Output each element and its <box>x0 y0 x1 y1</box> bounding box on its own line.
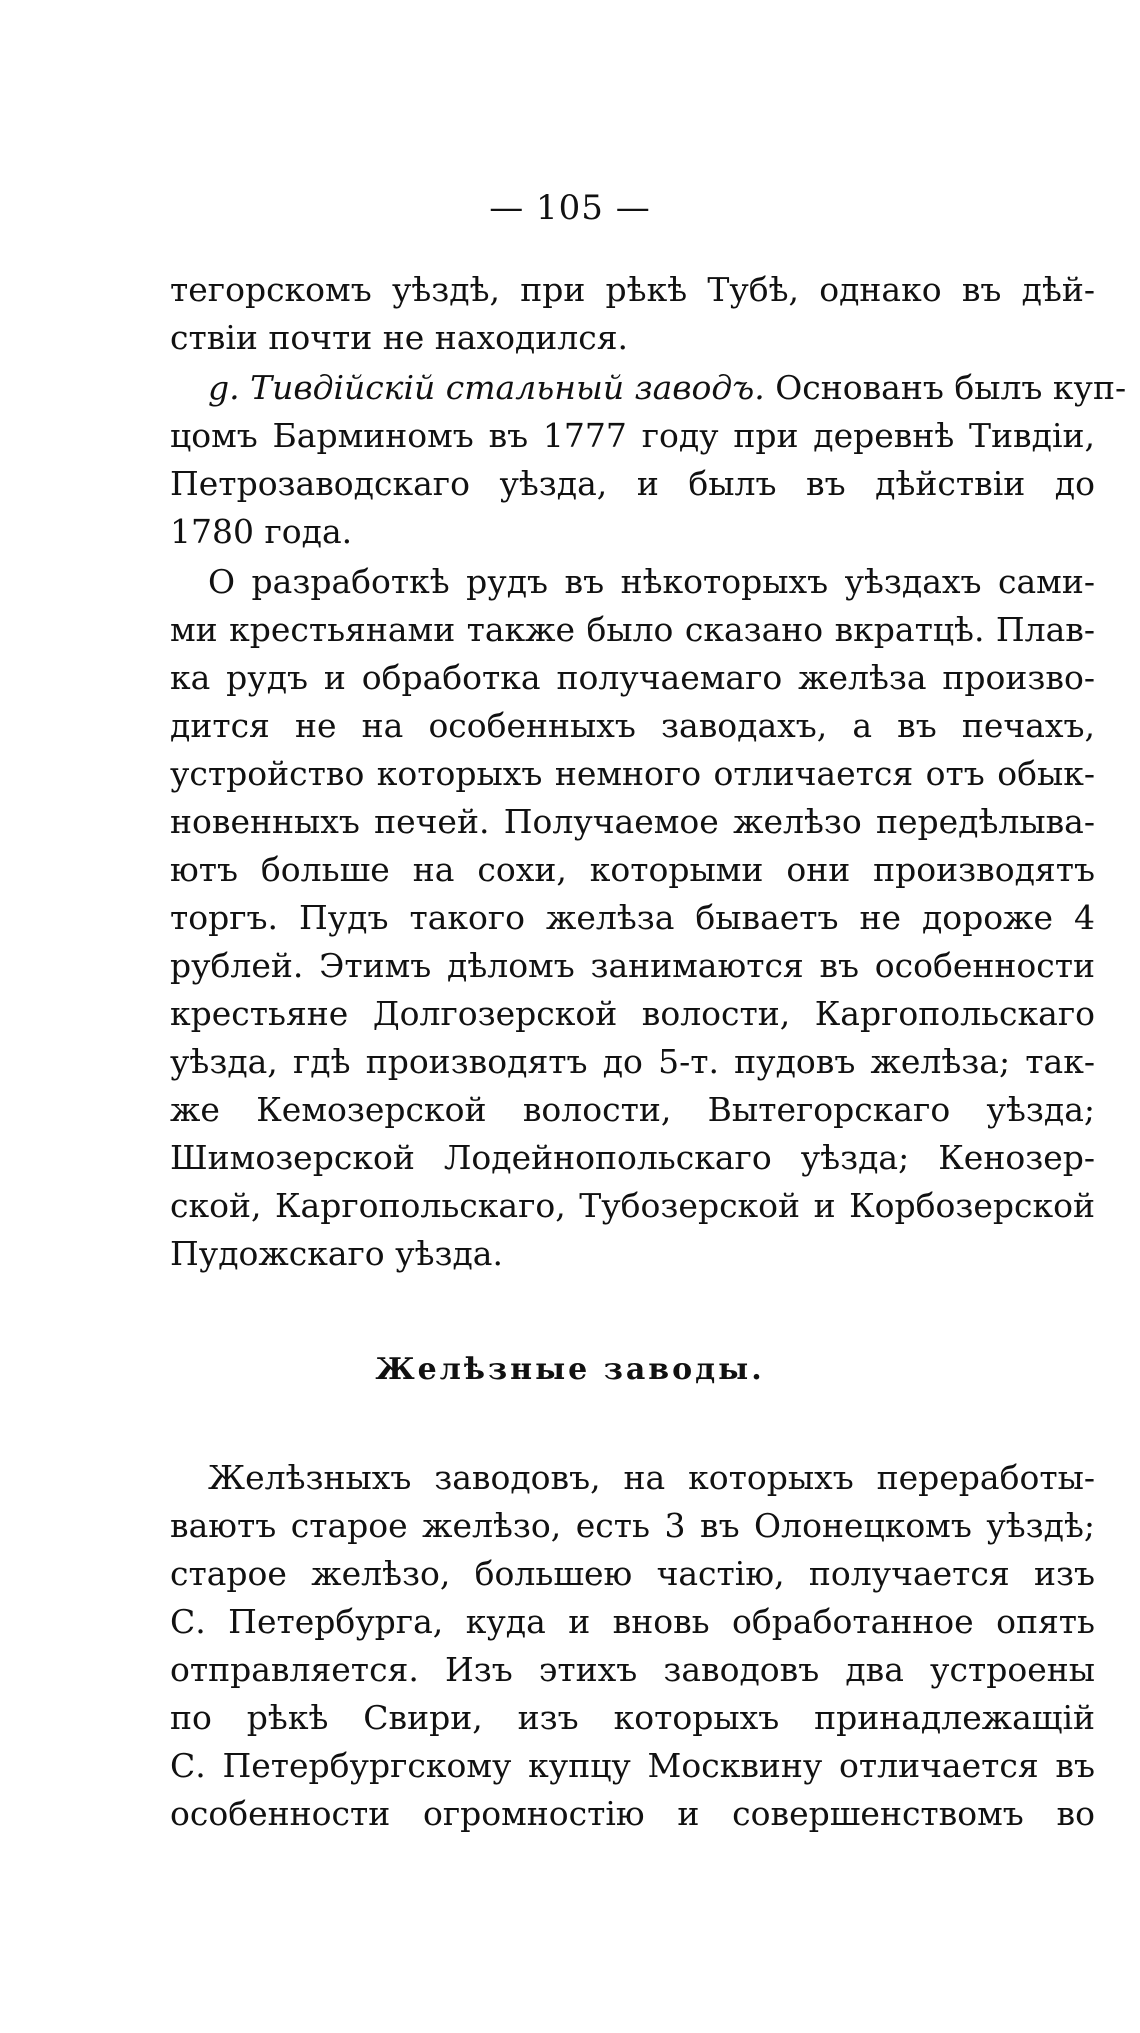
section-heading: Желѣзные заводы. <box>375 1352 765 1387</box>
text-line: Пудожскаго уѣзда. <box>170 1234 503 1273</box>
text-line: ской, Каргопольскаго, Тубозерской и Корбозерской <box>170 1186 1095 1225</box>
text-line: Петрозаводскаго уѣзда, и былъ въ дѣйствіи до <box>170 464 1095 503</box>
text-line: особенности огромностію и совершенствомъ во <box>170 1794 1095 1833</box>
text-line: ютъ больше на сохи, которыми они производятъ <box>170 850 1095 889</box>
text-line: рублей. Этимъ дѣломъ занимаются въ особенности <box>170 946 1095 985</box>
text-line <box>170 364 1127 412</box>
text-line: Шимозерской Лодейнопольскаго уѣзда; Кенозер- <box>170 1138 1095 1177</box>
text-line: устройство которыхъ немного отличается отъ обык- <box>170 754 1095 793</box>
text-line: торгъ. Пудъ такого желѣза бываетъ не дороже 4 <box>170 898 1095 937</box>
text-line: ка рудъ и обработка получаемаго желѣза произво- <box>170 658 1095 697</box>
page-number: — 105 — <box>489 188 651 228</box>
text-line: ваютъ старое желѣзо, есть 3 въ Олонецкомъ уѣздѣ; <box>170 1506 1095 1545</box>
text-line: С. Петербурга, куда и вновь обработанное опять <box>170 1602 1095 1641</box>
text-line: старое желѣзо, большею частію, получается изъ <box>170 1554 1095 1593</box>
paragraph-continuation <box>170 266 1095 362</box>
paragraph-iron-works <box>170 1454 1095 1838</box>
text-line: ствіи почти не находился. <box>170 318 629 357</box>
text-line: уѣзда, гдѣ производятъ до 5-т. пудовъ желѣза; так- <box>170 1042 1095 1081</box>
paragraph-ore-processing <box>170 558 1095 1278</box>
text-line: отправляется. Изъ этихъ заводовъ два устроены <box>170 1650 1095 1689</box>
text-line: ми крестьянами также было сказано вкратцѣ. Плав- <box>170 610 1095 649</box>
text-line: С. Петербургскому купцу Москвину отличается въ <box>170 1746 1095 1785</box>
text-line: дится не на особенныхъ заводахъ, а въ печахъ, <box>170 706 1095 745</box>
italic-lead: g. Тивдійскій стальный заводъ. <box>208 368 765 407</box>
text-line: О разработкѣ рудъ въ нѣкоторыхъ уѣздахъ сами- <box>208 562 1095 601</box>
text-line: 1780 года. <box>170 512 353 551</box>
text-line: тегорскомъ уѣздѣ, при рѣкѣ Тубѣ, однако въ дѣй- <box>170 270 1095 309</box>
text-line: цомъ Барминомъ въ 1777 году при деревнѣ Тивдіи, <box>170 416 1095 455</box>
text-line: же Кемозерской волости, Вытегорскаго уѣзда; <box>170 1090 1095 1129</box>
text-line: новенныхъ печей. Получаемое желѣзо передѣлыва- <box>170 802 1095 841</box>
text-line: крестьяне Долгозерской волости, Каргопольскаго <box>170 994 1095 1033</box>
paragraph-tivdiya-factory <box>170 364 1127 556</box>
text-run: Основанъ былъ куп- <box>764 368 1127 407</box>
text-line: по рѣкѣ Свири, изъ которыхъ принадлежащій <box>170 1698 1095 1737</box>
text-line: Желѣзныхъ заводовъ, на которыхъ переработы- <box>208 1458 1095 1497</box>
